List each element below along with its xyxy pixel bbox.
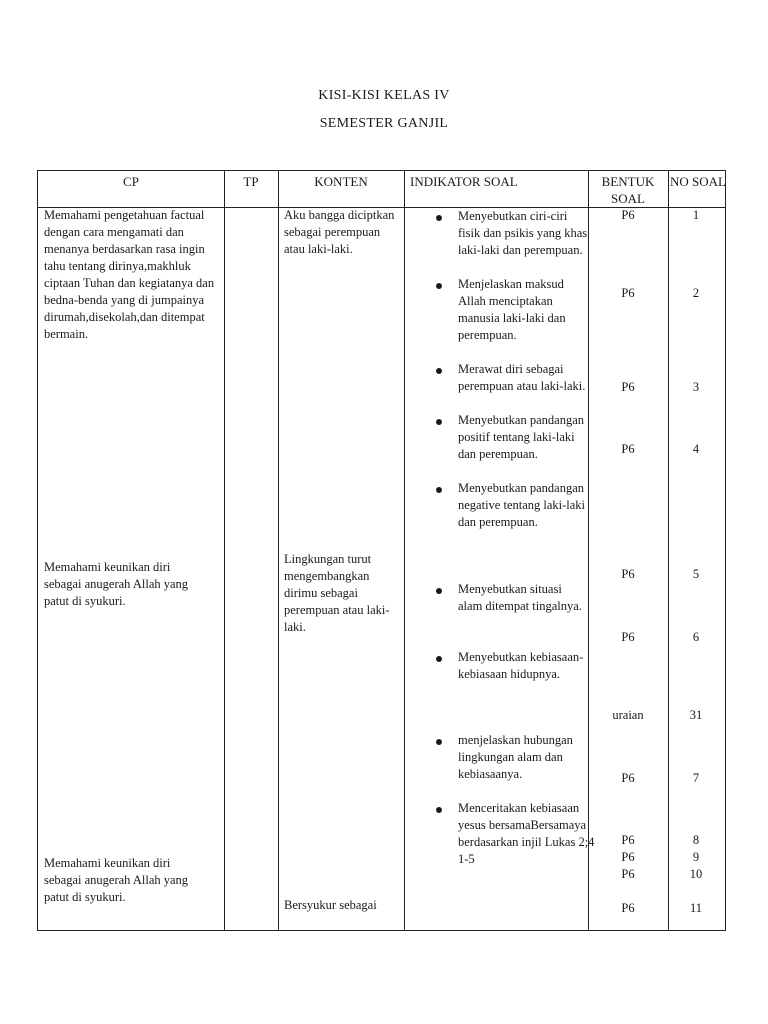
indikator-item: menjelaskan hubungan lingkungan alam dan kebiasaanya. [458, 733, 573, 781]
konten-cell: Lingkungan turut mengembangkan dirimu sebagai perempuan atau laki-laki. [284, 552, 390, 634]
bullet-icon [436, 656, 442, 662]
indikator-item: Menjelaskan maksud Allah menciptakan manusia laki-laki dan perempuan. [458, 277, 566, 342]
bullet-icon [436, 419, 442, 425]
no-soal-cell: 1 [692, 208, 700, 222]
bentuk-cell: P6 [621, 286, 635, 300]
header-konten: KONTEN [314, 174, 368, 189]
bullet-icon [436, 588, 442, 594]
cp-cell: Memahami keunikan diri sebagai anugerah Allah yang patut di syukuri. [44, 560, 189, 608]
no-soal-cell: 5 [692, 567, 700, 581]
no-soal-cell: 9 [692, 850, 700, 864]
konten-cell: Bersyukur sebagai [284, 898, 377, 912]
no-soal-cell: 8 [692, 833, 700, 847]
col-divider [404, 171, 405, 930]
bentuk-cell: P6 [621, 850, 635, 864]
no-soal-cell: 31 [689, 708, 703, 722]
no-soal-cell: 4 [692, 442, 700, 456]
bentuk-cell: P6 [621, 771, 635, 785]
header-no: NO SOAL [670, 174, 726, 189]
konten-cell: Aku bangga diciptkan sebagai perempuan atau laki-laki. [284, 208, 395, 256]
bullet-icon [436, 283, 442, 289]
bentuk-cell: P6 [621, 567, 635, 581]
bullet-icon [436, 807, 442, 813]
col-divider [278, 171, 279, 930]
no-soal-cell: 3 [692, 380, 700, 394]
bullet-icon [436, 215, 442, 221]
indikator-item: Menceritakan kebiasaan yesus bersamaBersamaya berdasarkan injil Lukas 2;4 1-5 [458, 801, 595, 866]
kisi-kisi-table [37, 170, 726, 931]
col-divider [668, 171, 669, 930]
cp-cell: Memahami keunikan diri sebagai anugerah Allah yang patut di syukuri. [44, 856, 189, 904]
bentuk-cell: uraian [612, 708, 644, 722]
document-subtitle: SEMESTER GANJIL [319, 116, 449, 131]
indikator-item: Menyebutkan kebiasaan-kebiasaan hidupnya. [458, 650, 584, 681]
no-soal-cell: 11 [689, 901, 703, 915]
indikator-item: Menyebutkan pandangan positif tentang laki-laki dan perempuan. [458, 413, 585, 461]
bullet-icon [436, 739, 442, 745]
indikator-item: Merawat diri sebagai perempuan atau laki-laki. [458, 362, 586, 393]
no-soal-cell: 7 [692, 771, 700, 785]
indikator-item: Menyebutkan situasi alam ditempat tingalnya. [458, 582, 582, 613]
bentuk-cell: P6 [621, 901, 635, 915]
indikator-item: Menyebutkan pandangan negative tentang laki-laki dan perempuan. [458, 481, 586, 529]
no-soal-cell: 2 [692, 286, 700, 300]
bentuk-cell: P6 [621, 867, 635, 881]
document-title: KISI-KISI KELAS IV [318, 88, 450, 103]
header-indikator: INDIKATOR SOAL [410, 174, 518, 189]
bullet-icon [436, 368, 442, 374]
bentuk-cell: P6 [621, 833, 635, 847]
bentuk-cell: P6 [621, 442, 635, 456]
header-tp: TP [243, 174, 259, 189]
header-cp: CP [123, 174, 139, 189]
bentuk-cell: P6 [621, 630, 635, 644]
no-soal-cell: 6 [692, 630, 700, 644]
bullet-icon [436, 487, 442, 493]
indikator-item: Menyebutkan ciri-ciri fisik dan psikis yang khas laki-laki dan perempuan. [458, 209, 588, 257]
header-bentuk: BENTUK SOAL [601, 174, 655, 206]
bentuk-cell: P6 [621, 208, 635, 222]
col-divider [224, 171, 225, 930]
cp-cell: Memahami pengetahuan factual dengan cara mengamati dan menanya berdasarkan rasa ingin tahu tentang dirinya,makhluk ciptaan Tuhan dan kegiatanya dan bedna-benda yang di jumpainya dirumah,disekolah,dan ditempat bermain. [44, 208, 215, 341]
no-soal-cell: 10 [689, 867, 703, 881]
bentuk-cell: P6 [621, 380, 635, 394]
